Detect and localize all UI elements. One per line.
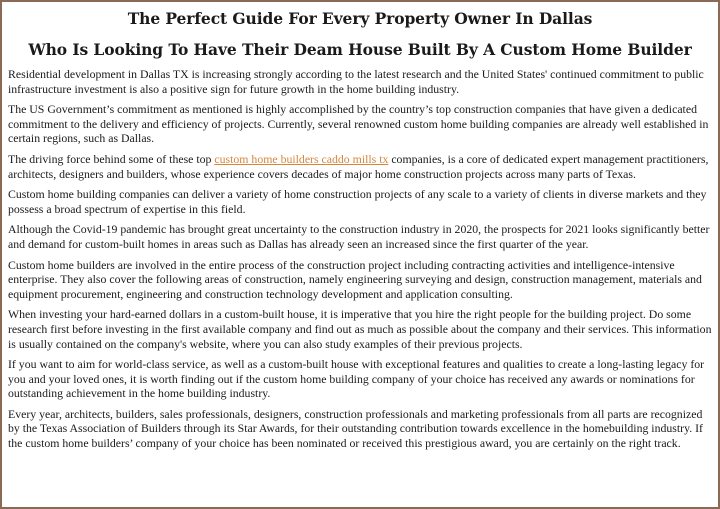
paragraph-government: The US Government’s commitment as mentioned is highly accomplished by the country’s top construction companies that have given a dedicated commitment to the delivery and efficiency of projects. Currently, several renowned custom home building companies are already well established in certain regions, such as Dallas. xyxy=(8,102,709,146)
paragraph-text: The driving force behind some of these top xyxy=(8,151,215,166)
paragraph-star-awards: Every year, architects, builders, sales professionals, designers, construction professionals and marketing professionals from all parts are recognized by the Texas Association of Builders through its Star Awards, for their outstanding contribution towards excellence in the homebuilding industry. If the custom home builders’ company of your choice has been nominated or received this prestigious award, you are certainly on the right track. xyxy=(8,406,703,451)
paragraph-text: companies, is a core of dedicated expert management practitioners, architects, designers and builders, whose experience covers decades of major home construction projects across many parts of Texas. xyxy=(8,151,709,181)
paragraph-awards: If you want to aim for world-class service, as well as a custom-built house with exceptional features and qualities to create a long-lasting legacy for you and your loved ones, it is worth finding out if the custom home building company of your choice has received any awards or nominations for outstanding achievement in the home building industry. xyxy=(8,357,705,401)
paragraph-process: Custom home builders are involved in the entire process of the construction project including contracting activities and intelligence-intensive enterprise. They also cover the following areas of construction, namely engineering surveying and design, construction management, materials and equipment procurement, engineering and construction technology development and application consulting. xyxy=(8,257,702,301)
page-title: The Perfect Guide For Every Property Owner In Dallas xyxy=(127,9,593,28)
paragraph-driving-force xyxy=(8,152,712,181)
paragraph-covid: Although the Covid-19 pandemic has brought great uncertainty to the construction industry in 2020, the prospects for 2021 looks significantly better and demand for custom-built homes in areas such as Dallas has already seen an increased since the first quarter of the year. xyxy=(8,222,710,251)
paragraph-scope: Custom home building companies can deliver a variety of home construction projects of any scale to a variety of clients in diverse markets and they possess a broad spectrum of expertise in this field. xyxy=(8,187,707,216)
custom-home-builders-link[interactable]: custom home builders caddo mills tx xyxy=(214,151,389,166)
paragraph-intro: Residential development in Dallas TX is increasing strongly according to the latest research and the United States' continued commitment to public infrastructure investment is also a positive sign for future growth in the home building industry. xyxy=(8,67,704,96)
page-subtitle: Who Is Looking To Have Their Deam House Built By A Custom Home Builder xyxy=(28,40,692,59)
paragraph-investing: When investing your hard-earned dollars in a custom-built house, it is imperative that you hire the right people for the building project. Do some research first before investing in the first available company and find out as much as possible about the company and their services. This information is usually contained on the company's website, where you can also study examples of their previous projects. xyxy=(8,307,712,351)
